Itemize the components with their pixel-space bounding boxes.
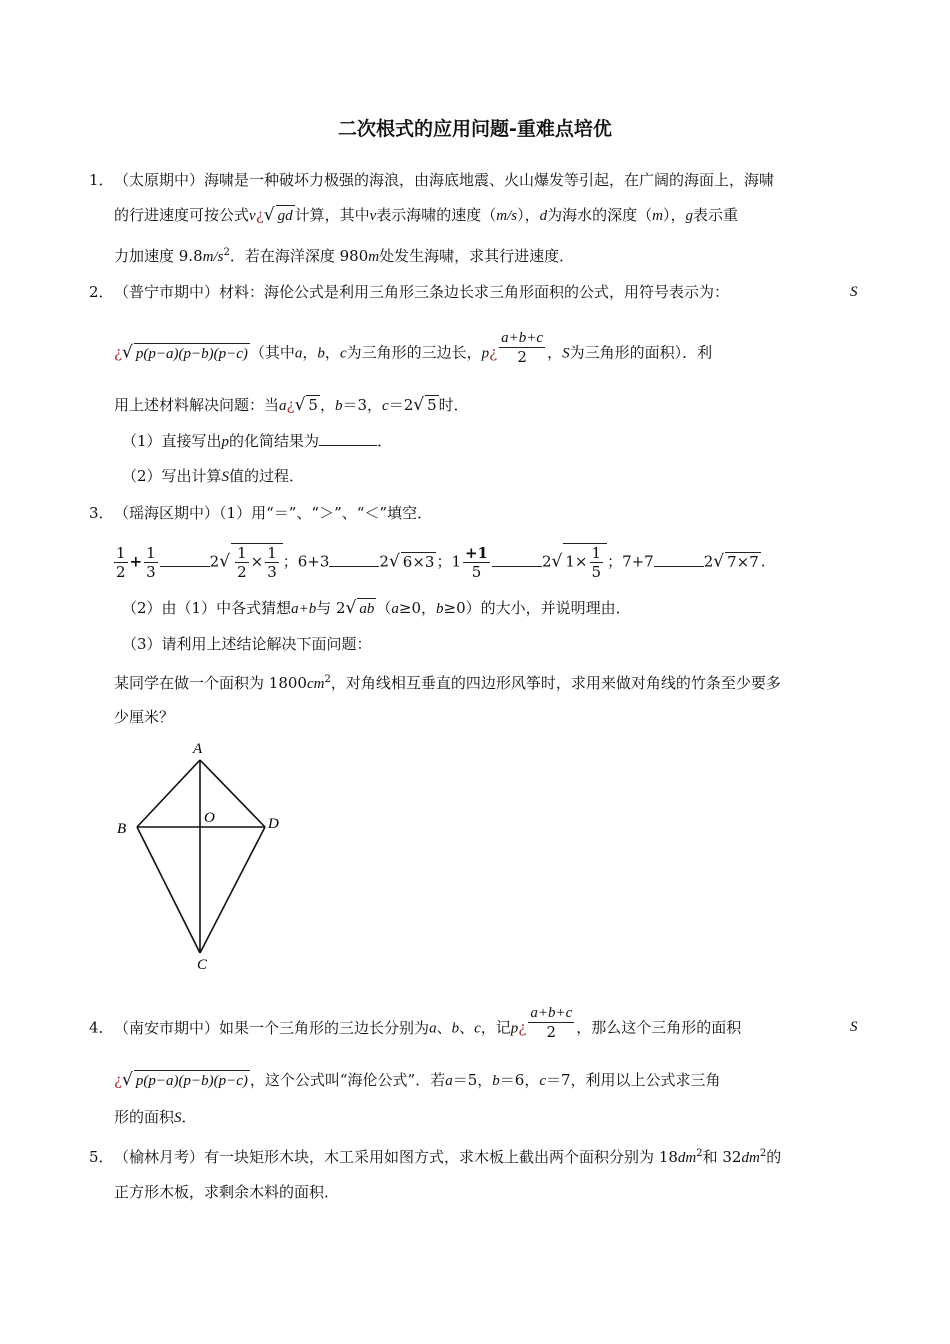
answer-blank[interactable]: [319, 431, 377, 446]
question-text-line: 正方形木板，求剩余木料的面积．: [114, 1183, 340, 1201]
question-number: 2． （普宁市期中）材料：海伦公式是利用三角形三条边长求三角形面积的公式，用符号表示为：: [89, 283, 730, 301]
edge-dc: [200, 827, 265, 953]
center-label-o: O: [204, 810, 215, 826]
question-number: 3． （瑶海区期中）（1）用“＝”、“＞”、“＜”填空．: [89, 504, 433, 522]
sub-question-2: （2）写出计算S值的过程．: [122, 467, 305, 485]
question-text-line: 少厘米？: [114, 708, 175, 726]
sub-question-2: （2）由（1）中各式猜想a+b与 2√ ab （a≥0，b≥0）的大小，并说明理由．: [122, 598, 631, 618]
vertex-label-a: A: [193, 741, 203, 757]
comparison-expressions: $\frac{1}{2}$ + $\frac{1}{3}$ 2√ $\frac{1}{2}$ × $\frac{1}{3}$ ；6+3 2√ 6×3 ；1 $\frac{+1}{5}$ 2√ 1× $\frac{1}{5}$ ；7+7 2√ 7×7 .: [116, 544, 766, 581]
question-text-line: 力加速度 $9.8m/s^2$．若在海洋深度 980m处发生海啸，求其行进速度．: [114, 247, 575, 265]
sub-question-1: （1）直接写出p的化简结果为 ．: [122, 432, 393, 450]
question-text-line: 的行进速度可按公式v¿√ gd 计算，其中v表示海啸的速度（m/s），d为海水的深度（m），g表示重: [114, 205, 739, 225]
sub-question-3: （3）请利用上述结论解决下面问题：: [122, 635, 372, 653]
vertex-label-b: B: [117, 821, 127, 837]
question-text-line: 某同学在做一个面积为 $1800cm^2$，对角线相互垂直的四边形风筝时，求用来做对角线的竹条至少要多: [114, 674, 781, 692]
area-symbol: S: [850, 1019, 858, 1035]
question-text-line: 用上述材料解决问题：当a¿√ 5 ，b＝3，c＝2√ 5 时．: [114, 395, 469, 415]
answer-blank[interactable]: [492, 552, 542, 567]
document-title: 二次根式的应用问题-重难点培优: [338, 118, 612, 140]
question-number: 5． （榆林月考）有一块矩形木块，木工采用如图方式，求木板上截出两个面积分别为 $18dm^2$和 $32dm^2$的: [89, 1148, 782, 1166]
answer-blank[interactable]: [654, 552, 704, 567]
answer-blank[interactable]: [160, 552, 210, 567]
kite-figure: [105, 735, 295, 975]
edge-ab: [137, 760, 200, 827]
vertex-label-d: D: [268, 816, 279, 832]
question-text-line: 形的面积S．: [114, 1108, 197, 1126]
question-number: 1． （太原期中）海啸是一种破坏力极强的海浪，由海底地震、火山爆发等引起，在广阔的海面上，海啸: [89, 171, 775, 189]
edge-bc: [137, 827, 200, 953]
heron-formula-line: ¿√ p(p−a)(p−b)(p−c) ，这个公式叫“海伦公式”．若a＝5，b＝6，c＝7，利用以上公式求三角: [114, 1070, 721, 1090]
question-number: 4． （南安市期中）如果一个三角形的三边长分别为a、b、c，记p¿ $\frac{a+b+c}{2}$ ，那么这个三角形的面积: [89, 1005, 742, 1041]
heron-formula-line: ¿√ p(p−a)(p−b)(p−c) （其中a，b，c为三角形的三边长，p¿ $\frac{a+b+c}{2}$ ，S为三角形的面积）．利: [114, 330, 713, 366]
vertex-label-c: C: [197, 957, 208, 973]
area-symbol: S: [850, 284, 858, 300]
answer-blank[interactable]: [329, 552, 379, 567]
